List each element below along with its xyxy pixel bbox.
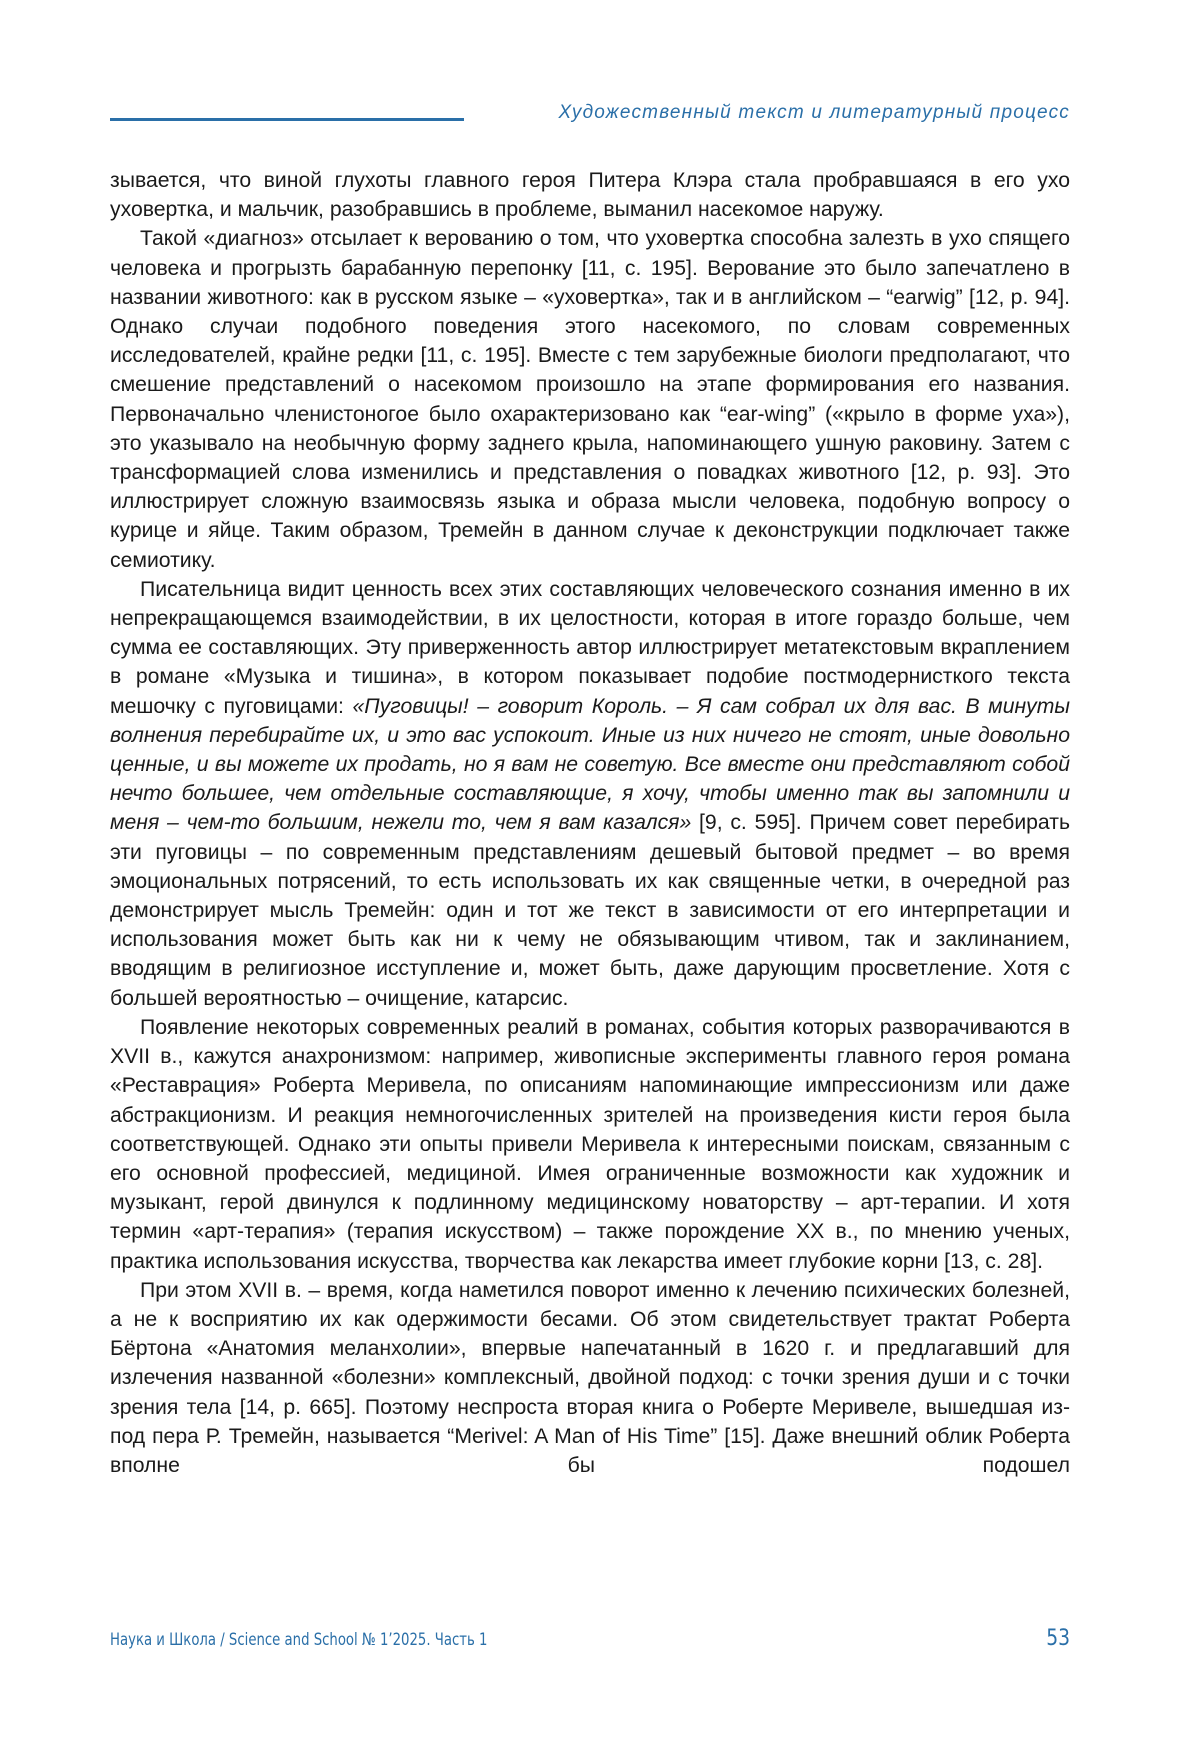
page-number: 53 bbox=[1046, 1626, 1070, 1651]
paragraph bbox=[110, 166, 1070, 224]
paragraph-text: При этом XVII в. – время, когда наметился поворот именно к лечению психических болезней, а не к восприятию их как одержимости бесами. Об этом свидетельствует трактат Роберта Бёртона «Анатомия меланхолии», впервые напечатанный в 1620 г. и предлагавший для излечения названной «болезни» комплексный, двойной подход: с точки зрения души и с точки зрения тела [14, р. 665]. Поэтому неспроста вторая книга о Роберте Меривеле, вышедшая из-под пера Р. Тремейн, называется “Merivel: A Man of His Time” [15]. Даже внешний облик Роберта вполне бы подошел bbox=[110, 1278, 1070, 1477]
paragraph-text: Писательница видит ценность всех этих составляющих человеческого сознания именно в их непрекращающемся взаимодействии, в их целостности, которая в итоге гораздо больше, чем сумма ее составляющих. Эту приверженность автор иллюстрирует метатекстовым вкраплением в романе «Музыка и тишина», в котором показывает подобие постмодернисткого текста мешочку с пуговицами: bbox=[110, 577, 1070, 718]
running-header bbox=[110, 100, 1070, 130]
journal-citation: Наука и Школа / Science and School № 1’2025. Часть 1 bbox=[110, 1630, 488, 1650]
header-rule bbox=[110, 118, 464, 121]
paragraph-text: Такой «диагноз» отсылает к верованию о том, что уховертка способна залезть в ухо спящего человека и прогрызть барабанную перепонку [11, с. 195]. Верование это было запечатлено в названии животного: как в русском языке – «уховертка», так и в английском – “earwig” [12, р. 94]. Однако случаи подобного поведения этого насекомого, по словам современных исследователей, крайне редки [11, с. 195]. Вместе с тем зарубежные биологи предполагают, что смешение представлений о насекомом произошло на этапе формирования его названия. Первоначально членистоногое было охарактеризовано как “ear-wing” («крыло в форме уха»), это указывало на необычную форму заднего крыла, напоминающего ушную раковину. Затем с трансформацией слова изменились и представления о повадках животного [12, р. 93]. Это иллюстрирует сложную взаимосвязь языка и образа мысли человека, подобную вопросу о курице и яйце. Таким образом, Тремейн в данном случае к деконструкции подключает также семиотику. bbox=[110, 227, 1070, 572]
paragraph-text: Появление некоторых современных реалий в романах, события которых разворачиваются в XVII в., кажутся анахронизмом: например, живописные эксперименты главного героя романа «Реставрация» Роберта Меривела, по описаниям напоминающие импрессионизм или даже абстракционизм. И реакция немногочисленных зрителей на произведения кисти героя была соответствующей. Однако эти опыты привели Меривела к интересными поискам, связанным с его основной профессией, медициной. Имея ограниченные возможности как художник и музыкант, герой двинулся к подлинному медицинскому новаторству – арт-терапии. И хотя термин «арт-терапия» (терапия искусством) – также порождение XX в., по мнению ученых, практика использования искусства, творчества как лекарства имеет глубокие корни [13, с. 28]. bbox=[110, 1015, 1070, 1273]
running-footer bbox=[110, 1626, 1070, 1656]
paragraph bbox=[110, 224, 1070, 574]
paragraph bbox=[110, 1013, 1070, 1276]
article-body bbox=[110, 166, 1070, 1480]
paragraph-text: [9, с. 595]. Причем совет перебирать эти пуговицы – по современным представлениям дешевый бытовой предмет – во время эмоциональных потрясений, то есть использовать их как священные четки, в очередной раз демонстрирует мысль Тремейн: один и тот же текст в зависимости от его интерпретации и использования может быть как ни к чему не обязывающим чтивом, так и заклинанием, вводящим в религиозное исступление и, может быть, даже дарующим просветление. Хотя с большей вероятностью – очищение, катарсис. bbox=[110, 811, 1070, 1010]
section-title: Художественный текст и литературный процесс bbox=[558, 102, 1070, 123]
paragraph bbox=[110, 575, 1070, 1013]
quote-italic: «Пуговицы! – говорит Король. – Я сам собрал их для вас. В минуты волнения перебирайте их, и это вас успокоит. Иные из них ничего не стоят, иные довольно ценные, и вы можете их продать, но я вам не советую. Все вместе они представляют собой нечто большее, чем отдельные составляющие, я хочу, чтобы именно так вы запомнили и меня – чем-то большим, нежели то, чем я вам казался» bbox=[110, 694, 1070, 835]
paragraph-text: зывается, что виной глухоты главного героя Питера Клэра стала пробравшаяся в его ухо уховертка, и мальчик, разобравшись в проблеме, выманил насекомое наружу. bbox=[110, 169, 1070, 222]
paragraph bbox=[110, 1276, 1070, 1480]
